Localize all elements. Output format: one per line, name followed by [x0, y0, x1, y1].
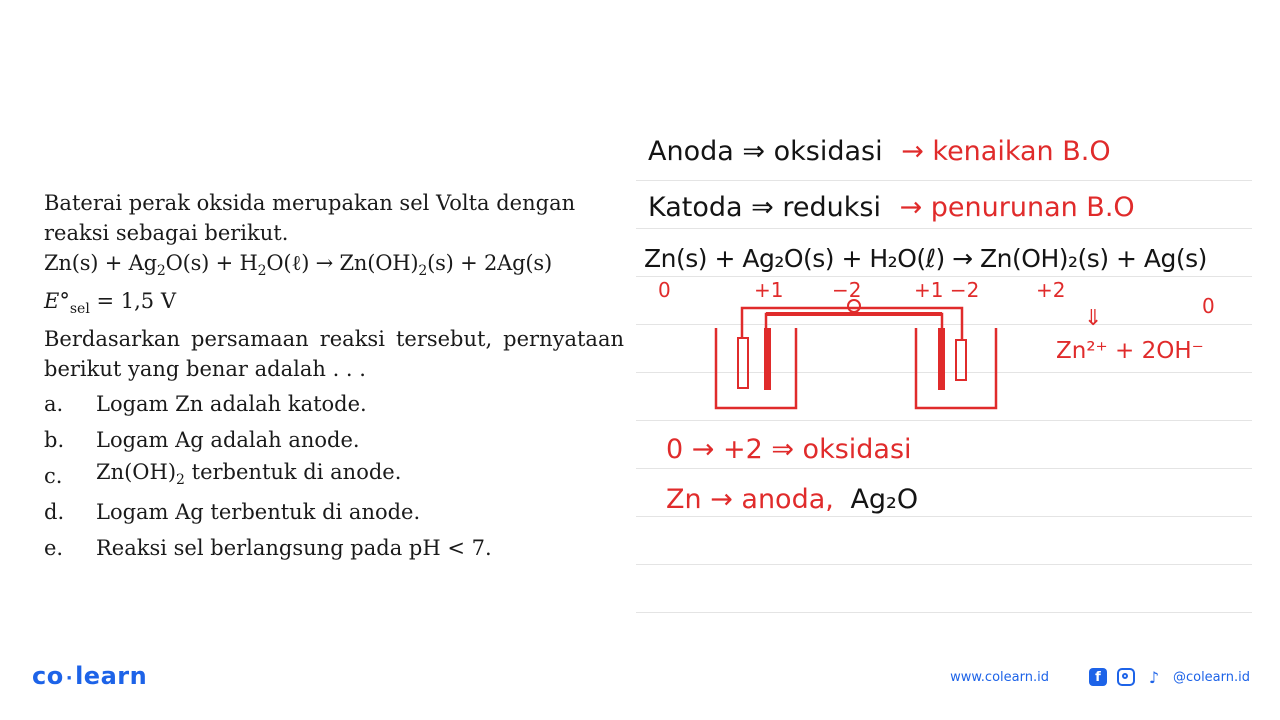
ruled-line — [636, 564, 1252, 565]
handwritten-notes — [636, 128, 1256, 628]
note-katoda-line: Katoda ⇒ reduksi → penurunan B.O — [648, 192, 1135, 223]
question-intro-2: reaksi sebagai berikut. — [44, 221, 289, 245]
question-intro-1: Baterai perak oksida merupakan sel Volta dengan — [44, 191, 576, 215]
question-prompt: Berdasarkan persamaan reaksi tersebut, pernyataan berikut yang benar adalah . . . — [44, 327, 624, 382]
cell-potential: $E^\circ_{sel} = 1,5$ V — [44, 289, 176, 318]
social-handle[interactable]: @colearn.id — [1172, 669, 1250, 685]
option-d[interactable]: d. Logam Ag terbentuk di anode. — [44, 500, 421, 525]
reaction-equation: $Zn(s) + Ag_2O(s)$ + $H_2O(\ell) \to Zn(OH)_2(s) + 2Ag(s)$ — [44, 251, 552, 280]
facebook-icon[interactable]: f — [1089, 668, 1107, 686]
question-block — [44, 188, 624, 566]
website-link[interactable]: www.colearn.id — [950, 669, 1049, 685]
note-anoda-summary: Zn → anoda, Ag₂O — [666, 484, 919, 515]
down-arrow-icon: ⇓ — [1084, 306, 1103, 331]
ox-number: +2 — [1036, 278, 1066, 302]
note-oxidation-summary: 0 → +2 ⇒ oksidasi — [666, 434, 912, 465]
ox-number: 0 — [1202, 294, 1215, 318]
instagram-icon[interactable] — [1117, 668, 1135, 686]
note-anoda-line: Anoda ⇒ oksidasi → kenaikan B.O — [648, 136, 1111, 167]
colearn-logo: co ·learn — [32, 662, 148, 690]
electrochemical-cell-sketch — [706, 298, 1006, 418]
ox-number: 0 — [658, 278, 671, 302]
ruled-line — [636, 612, 1252, 613]
option-b[interactable]: b. Logam Ag adalah anode. — [44, 428, 360, 453]
option-a[interactable]: a. Logam Zn adalah katode. — [44, 392, 367, 417]
option-c[interactable]: c. $Zn(OH)_2$ terbentuk di anode. — [44, 460, 402, 489]
ruled-line — [636, 420, 1252, 421]
ox-number: +1 −2 — [914, 278, 980, 302]
ruled-line — [636, 276, 1252, 277]
ruled-line — [636, 468, 1252, 469]
ruled-line — [636, 228, 1252, 229]
ruled-line — [636, 180, 1252, 181]
ox-number: +1 — [754, 278, 784, 302]
ox-number: −2 — [832, 278, 862, 302]
footer-links — [950, 668, 1250, 686]
note-ions: Zn²⁺ + 2OH⁻ — [1056, 338, 1204, 364]
ruled-line — [636, 516, 1252, 517]
note-reaction: Zn(s) + Ag₂O(s) + H₂O(ℓ) → Zn(OH)₂(s) + Ag(s) — [644, 244, 1207, 273]
option-e[interactable]: e. Reaksi sel berlangsung pada pH < 7. — [44, 536, 492, 561]
answer-options — [44, 386, 624, 566]
tiktok-icon[interactable]: ♪ — [1148, 667, 1160, 687]
